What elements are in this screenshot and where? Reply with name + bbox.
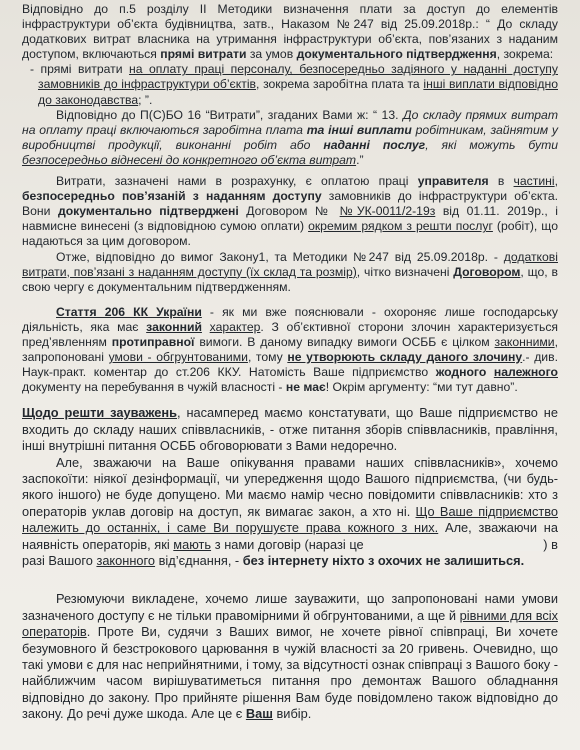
paragraph xyxy=(22,108,558,168)
text-run: інші виплати відповідно до законодавства xyxy=(38,77,558,107)
text-run: законний xyxy=(146,319,202,334)
text-run: Що Ваше підприємство належить до останніх, і саме Ви порушуєте права кожного з них. xyxy=(22,503,558,536)
text-run: в xyxy=(488,174,514,189)
text-run: .” xyxy=(356,152,364,167)
text-run: на оплату праці персоналу, безпосередньо задіяного у наданні доступу замовників до інфраструктури об’єктів xyxy=(38,62,558,92)
text-run: документального підтвердження xyxy=(296,47,497,62)
paragraph xyxy=(22,174,558,249)
text-run: , тому xyxy=(247,350,288,365)
paragraph-gap xyxy=(22,569,558,591)
text-run: . З об’єктивної сторони злочин характеризується пред’явленням xyxy=(22,319,559,349)
text-run: . Проте Ви, судячи з Ваших вимог, не хочете рівної співпраці, Ви хочете безумовного й безстрокового царювання в чужій власності за 20 гривень. Очевидно, що такі умови є для нас неприйнятними, і тому, за відсутності ознак співпраці з Вашого боку - найближчим часом вирішуватиметься питання про демонтаж Вашого обладнання відповідно до закону. Про прийняте рішення Вам буде повідомлено також відповідно до закону. До речі дуже шкода. Але це є xyxy=(22,624,558,722)
text-run: документу на перебування в чужій власності - xyxy=(22,380,286,395)
text-run: Стаття 206 КК України xyxy=(56,304,202,319)
paragraph xyxy=(22,591,558,722)
paragraph xyxy=(22,62,558,107)
text-run: та xyxy=(306,122,325,137)
text-run: Ваш xyxy=(245,706,273,722)
text-run: законного xyxy=(96,553,156,568)
paragraph xyxy=(22,2,558,62)
text-run: вибір. xyxy=(272,706,312,722)
text-run: належного xyxy=(493,365,558,380)
paragraph xyxy=(22,455,558,570)
text-run: протиправної xyxy=(111,334,195,349)
text-run: - як ми вже пояснювали - охороняє лише господарську діяльність, яка має xyxy=(22,304,558,334)
text-run: , запропоновані xyxy=(22,334,559,365)
paragraph xyxy=(22,250,558,295)
text-run: Відповідно до п.5 розділу ІІ Методики визначення плати за доступ до елементів інфраструктури об’єкта будівництва, затв., Наказом №247 від 25.09.2018р.: “ До складу додаткових витрат власника на утримання інфраструктури об’єкта, пов’язаних з наданим доступом, включаються xyxy=(22,2,558,62)
text-run: , зокрема: xyxy=(496,47,554,62)
text-run xyxy=(486,365,494,379)
text-run: характер xyxy=(209,319,261,334)
text-run: законними xyxy=(494,334,555,349)
text-run: ! Окрім аргументу: “ми тут давно”. xyxy=(325,380,518,395)
text-run: рівними для всіх операторів xyxy=(22,607,558,640)
text-run: мають xyxy=(173,536,212,552)
text-run: Відповідно до П(С)БО 16 “Витрати”, згаданих Вами ж: “ 13. xyxy=(56,107,403,122)
text-run: ; ”. xyxy=(138,92,153,107)
text-run: без інтернету ніхто з охочих не залишиться. xyxy=(242,553,525,568)
text-run: з нами договір (наразі це xyxy=(211,536,368,552)
text-run: безпосередньо віднесені до конкретного об’єкта витрат xyxy=(22,152,357,167)
text-run: №УК-0011/2-19з xyxy=(339,204,436,219)
text-run: , чітко визначені xyxy=(356,264,454,279)
paragraph-gap xyxy=(22,295,558,305)
text-run: управителя xyxy=(417,174,489,189)
text-run: Резюмуючи викладене, хочемо лише зауважити, що запропоновані нами умови зазначеного доступу є не тільки правомірними й обгрунтованими, а ще й xyxy=(22,591,558,623)
text-run: не утворюють складу даного злочину xyxy=(287,350,523,365)
text-run: Але, зважаючи на Ваше опікування правами наших співвласників», хочемо заспокоїти: ніякої дезінформації, чи упередження щодо Вашого підприємства, (чи будь-якого іншого) не буде допущено. Ми маємо намір чесно повідомити співвласників: хто з операторів уклав договір на доступ, як вимагає закон, а хто ні. xyxy=(22,454,558,519)
text-run: Договором xyxy=(453,264,521,279)
text-run: До складу прямих витрат на оплату праці включаються заробітна плата xyxy=(22,107,558,137)
text-run: не має xyxy=(285,380,326,395)
text-run: від’єднання, - xyxy=(155,553,243,568)
text-run: , зокрема заробітна плата та xyxy=(256,77,424,92)
text-run: Щодо решти зауважень xyxy=(22,405,178,421)
text-run: , xyxy=(554,174,558,189)
text-run: інші виплати xyxy=(324,122,416,137)
text-run: вимоги. В даному випадку вимоги ОСББ є цілком xyxy=(194,334,495,349)
text-run: окремим рядком з решти послуг xyxy=(308,219,493,234)
redacted-text xyxy=(367,540,543,551)
paragraph-gap xyxy=(22,395,558,405)
text-run: , що, в свою чергу є документальним підтвердженням. xyxy=(22,264,558,294)
paragraph xyxy=(22,405,558,454)
text-run: ) в разі Вашого xyxy=(22,536,558,568)
text-run: безпосередньо пов’язаній з наданням доступу xyxy=(22,189,322,204)
text-run: , насамперед маємо констатувати, що Ваше підприємство не входить до складу наших співвласників, - отже питання зборів співвласників, правління, інші внутрішні питання ОСББ обговорювати з Вами недоречно. xyxy=(22,405,558,454)
text-run: частині xyxy=(513,174,555,189)
text-run: , які можуть бути xyxy=(425,137,559,152)
text-run: додаткові витрати, пов’язані з наданням доступу (їх склад та розмір) xyxy=(22,249,558,279)
text-run: прямі витрати xyxy=(160,47,247,62)
text-run: від 01.11. 2019р., і навмисне винесені (з відповідною сумою оплати) xyxy=(22,204,558,234)
paragraph xyxy=(22,305,558,396)
text-run: Договором № xyxy=(238,204,340,219)
text-run: документально підтверджені xyxy=(57,204,239,219)
text-run: наданні послуг xyxy=(323,137,426,152)
text-run: - прямі витрати xyxy=(30,62,130,77)
text-run: умови - обгрунтованими xyxy=(108,350,248,365)
text-run: робітникам, зайнятим у виробництві продукції, виконанні робіт або xyxy=(22,122,559,152)
text-run: Витрати, зазначені нами в розрахунку, є оплатою праці xyxy=(56,174,418,189)
text-run: .- див. Наук-практ. коментар до ст.206 ККУ. Натомість Ваше підприємство xyxy=(22,350,558,380)
text-run: замовників до інфраструктури об’єкта. Вони xyxy=(22,189,558,219)
text-run: жодного xyxy=(435,365,487,380)
text-run: Але, зважаючи на наявність операторів, які xyxy=(22,520,558,552)
text-run: за умов xyxy=(246,47,297,62)
text-run: Отже, відповідно до вимог Закону1, та Методики №247 від 25.09.2018р. - xyxy=(56,249,504,264)
text-run: (робіт), що надаються за цим договором. xyxy=(22,219,558,249)
text-run xyxy=(202,320,210,334)
